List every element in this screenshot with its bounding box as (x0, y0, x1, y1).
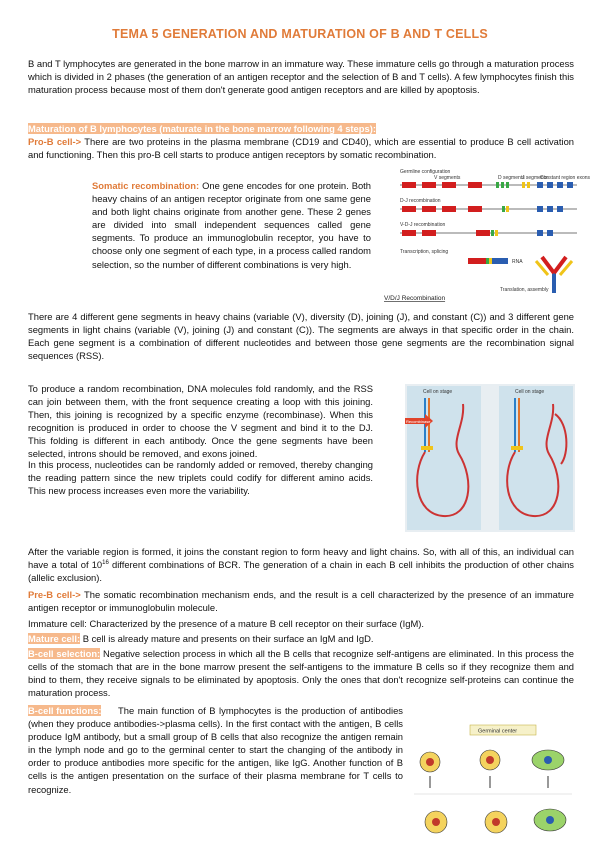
germline-caption: Germline configuration (400, 169, 451, 175)
prob-text: There are two proteins in the plasma membrane (CD19 and CD40), which are essential to produce B cell activation and functioning. Then this pro-B cell starts to produce antigen receptors by somatic recombination. (28, 136, 574, 161)
somatic-label: Somatic recombination: (92, 180, 200, 191)
mrna-caption: RNA (512, 259, 523, 265)
b-cell-icon-3 (425, 811, 447, 833)
intro-paragraph: B and T lymphocytes are generated in the bone marrow in an immature way. These immature cells go through a maturation process which is divided in 2 phases (the generation of an antigen receptor and the selection of B and T cells). A few lymphocytes finish this maturation process because most of them don't generate good antigen receptors and are killed by apoptosis. (28, 58, 574, 96)
j-segments-caption: J segments (522, 175, 548, 181)
b-cell-icon-1 (420, 752, 440, 772)
variable-text-after: different combinations of BCR. The generation of a chain in each B cell inhibits the production of other chains (allelic exclusion). (28, 559, 574, 584)
preb-paragraph (28, 588, 574, 614)
vdj-recombination-figure (372, 165, 591, 305)
plasma-cell-icon-2 (534, 809, 566, 831)
v-segments-caption: V segments (434, 175, 461, 181)
preb-text: The somatic recombination mechanism ends, and the result is a cell characterized by the presence of an immature antigen receptor or immunoglobulin molecule. (28, 589, 574, 614)
segments-paragraph: There are 4 different gene segments in heavy chains (variable (V), diversity (D), joining (J), and constant (C)) and 3 different gene segments in light chains (variable (V), joining (J) and constant (C)). The segments are always in that specific order in the chain. Each gene segment is a combination of different nucleotides and between those gene segments are the recombination signal sequences (RSS). (28, 311, 574, 362)
functions-label: B-cell functions: (28, 705, 102, 716)
vdj-caption: V-D-J recombination (400, 222, 446, 228)
mature-paragraph (28, 632, 574, 645)
vdj-figure-title: V/D/J Recombination (384, 295, 446, 302)
page-title: TEMA 5 GENERATION AND MATURATION OF B AND T CELLS (112, 27, 488, 41)
mature-text: B cell is already mature and presents on their surface an IgM and IgD. (82, 633, 374, 644)
random-recombination-paragraph: To produce a random recombination, DNA molecules fold randomly, and the RSS can join between them, with the front sequence creating a loop with this joining. Then, this joining is recognized by a specific enzyme (recombinase). When this recognition is produced in order to choose the V segment and bind it to the DJ. This folding is different in each antibody. Once the gene segments have been selected, introns should be removed, and exons joined. (28, 383, 373, 460)
selection-text: Negative selection process in which all the B cells that recognize self-antigens are eliminated. In this process the cells of the stomach that are in the bone marrow present the self-antigens to the immature B cells so if they recognize them and bind to them, they receive signals to be eliminated by apoptosis. Only the ones that don't recognize self-proteins can continue the maturation process. (28, 648, 574, 699)
mature-label: Mature cell: (28, 633, 81, 644)
vdj-dna (400, 230, 577, 236)
mrna-strand (468, 258, 523, 265)
maturation-heading-line (28, 122, 574, 135)
functions-paragraph: The main function of B lymphocytes is the production of antibodies (when they produce antibodies->plasma cells). In the first contact with the antigen, B cells produce IgM antibody, but a small group of B cells that also recognize the antigen remain in the lymph node and go to the germinal center to start the changing of the antibody in order to produce antibodies more specific for the antigen, like IgG. Another function of B cells is the antigen presentation on the surface of their plasma membrane for T cells to recognize. (28, 705, 403, 795)
nucleotides-paragraph: In this process, nucleotides can be randomly added or removed, thereby changing the reading pattern since the new triplets could codify for different amino acids. This new process increases even more the variability. (28, 459, 373, 497)
left-panel-title: Cell on stage (423, 389, 453, 395)
constant-caption: Constant region exons (540, 175, 591, 181)
preb-label: Pre-B cell-> (28, 589, 81, 600)
recombinase-label: Recombinase (406, 419, 431, 424)
b-cell-icon-4 (485, 811, 507, 833)
somatic-paragraph (92, 179, 371, 271)
dj-dna (400, 206, 577, 212)
dj-caption: D-J recombination (400, 198, 441, 204)
transcription-caption: Transcription, splicing (400, 249, 449, 255)
selection-paragraph (28, 647, 574, 699)
b-cell-icon-2 (480, 750, 500, 770)
maturation-heading: Maturation of B lymphocytes (maturate in the bone marrow following 4 steps): (28, 123, 376, 134)
germinal-center-label: Germinal center (478, 728, 518, 735)
immature-paragraph: Immature cell: Characterized by the presence of a mature B cell receptor on their surface (IgM). (28, 618, 425, 629)
germline-dna (400, 182, 577, 188)
selection-label: B-cell selection: (28, 648, 101, 659)
variable-exponent: 16 (102, 559, 109, 566)
dna-loop-figure (405, 384, 575, 532)
prob-paragraph (28, 135, 574, 161)
translation-caption: Translation, assembly (500, 287, 549, 293)
prob-label: Pro-B cell-> (28, 136, 82, 147)
plasma-cell-icon-1 (532, 750, 564, 770)
somatic-text: One gene encodes for one protein. Both heavy chains of an antigen receptor originate from one same gene and both light chains originate from another gene. These 2 genes are divided into small independent sequences called gene segments. To produce an immunoglobulin receptor, you have to choose only one segment of each type, in a process called random selection, so the number of different combinations is very high. (92, 180, 371, 270)
variable-region-paragraph (28, 545, 574, 584)
right-panel-title: Cell on stage (515, 389, 545, 395)
bcell-functions-figure (408, 722, 578, 848)
variable-text-before: After the variable region is formed, it joins the constant region to form heavy and light chains. So, with all of this, an individual can have a total of 10 (28, 546, 574, 571)
d-segments-caption: D segments (498, 175, 525, 181)
